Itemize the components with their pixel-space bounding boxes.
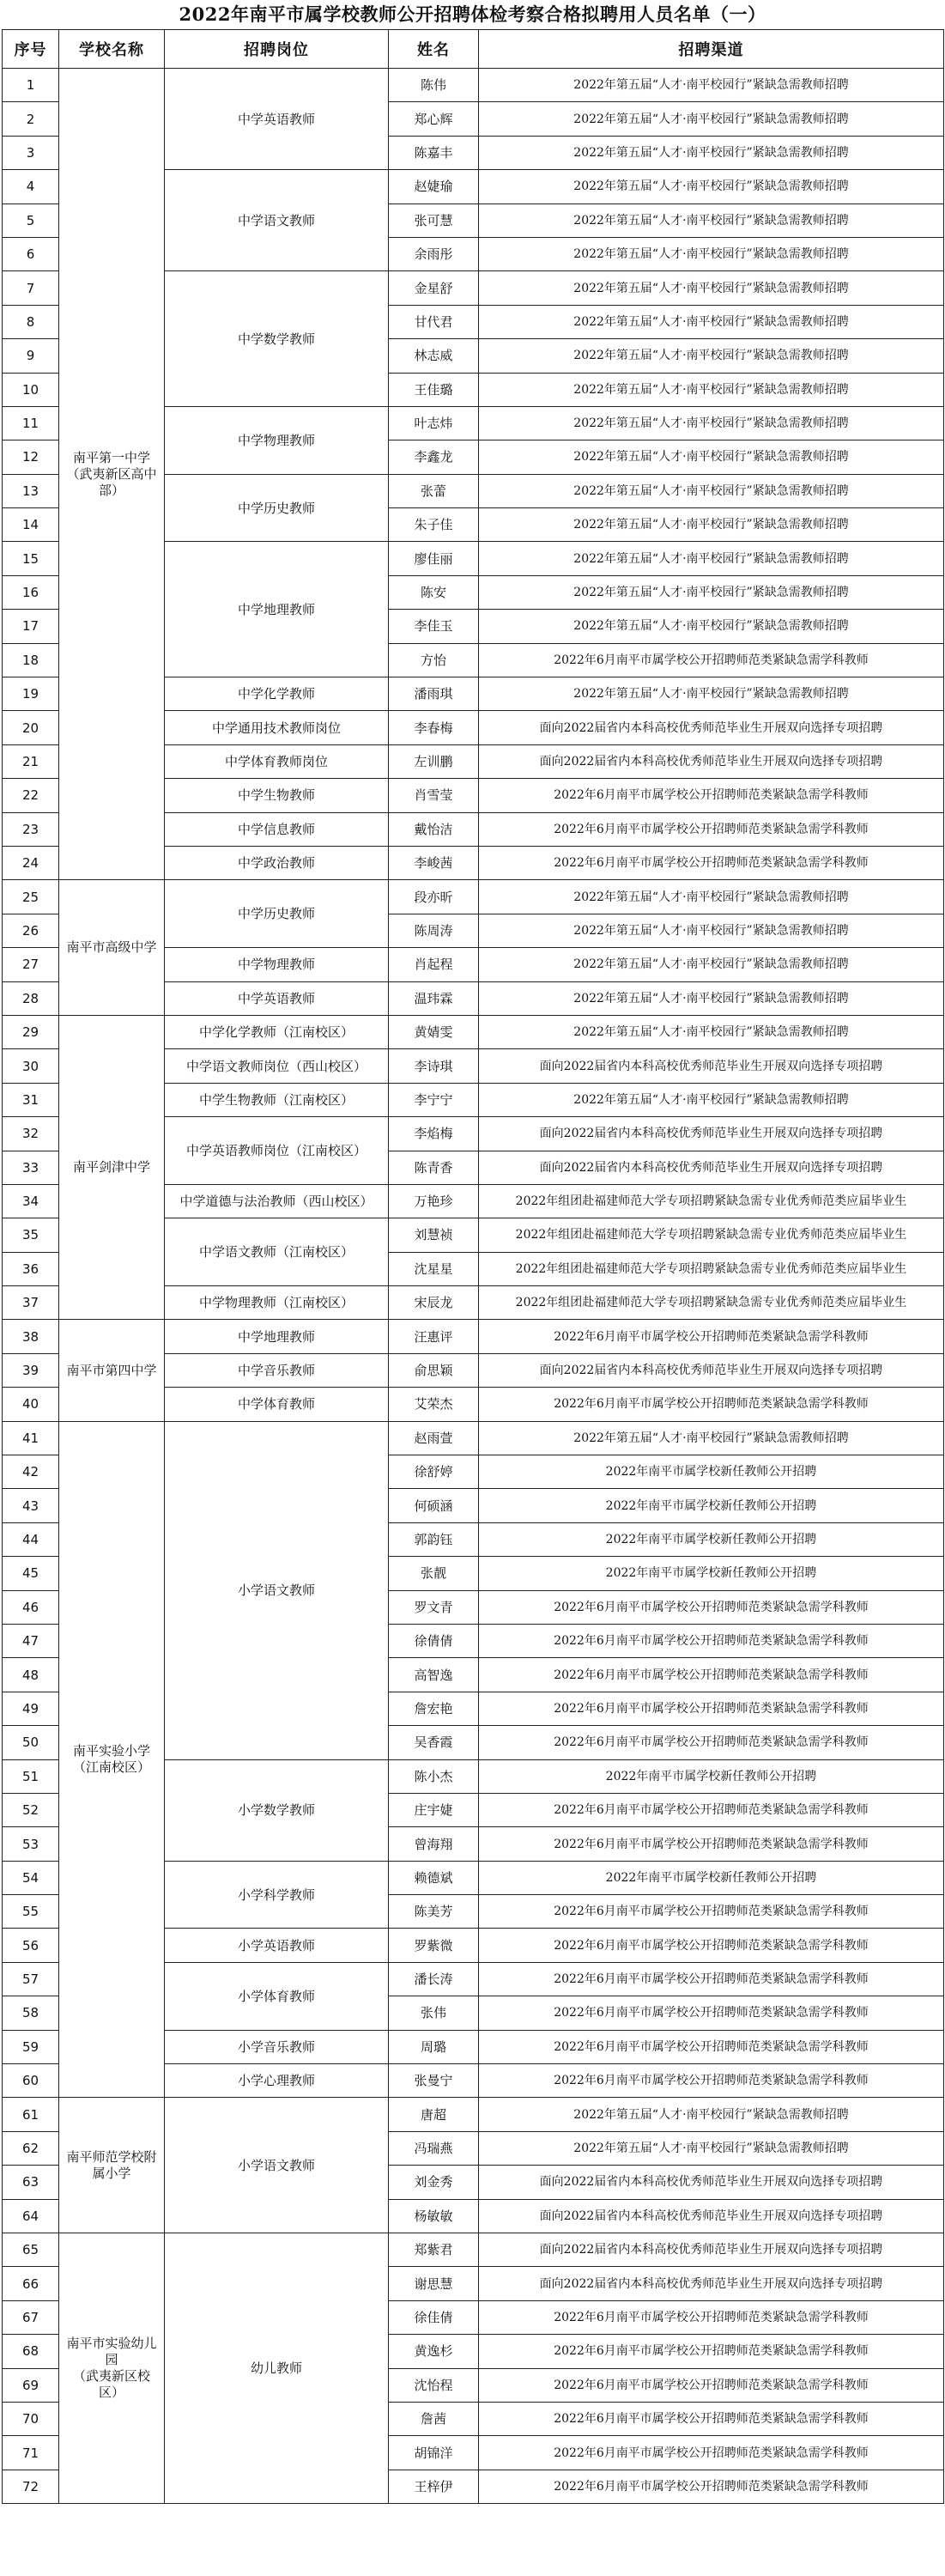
post-cell: 幼儿教师 [165, 2233, 389, 2504]
name-cell: 左训鹏 [389, 744, 479, 778]
name-cell: 甘代君 [389, 305, 479, 338]
seq-cell: 43 [3, 1489, 59, 1522]
name-cell: 林志威 [389, 339, 479, 373]
channel-cell: 面向2022届省内本科高校优秀师范毕业生开展双向选择专项招聘 [479, 2267, 944, 2300]
name-cell: 黄婧雯 [389, 1015, 479, 1048]
name-cell: 朱子佳 [389, 508, 479, 542]
post-cell: 中学体育教师 [165, 1388, 389, 1421]
name-cell: 汪惠评 [389, 1320, 479, 1353]
channel-cell: 2022年组团赴福建师范大学专项招聘紧缺急需专业优秀师范类应届毕业生 [479, 1218, 944, 1252]
post-cell: 中学英语教师 [165, 69, 389, 170]
channel-cell: 2022年南平市属学校新任教师公开招聘 [479, 1522, 944, 1556]
channel-cell: 2022年6月南平市属学校公开招聘师范类紧缺急需学科教师 [479, 1962, 944, 1996]
seq-cell: 12 [3, 440, 59, 474]
channel-cell: 面向2022届省内本科高校优秀师范毕业生开展双向选择专项招聘 [479, 2166, 944, 2199]
name-cell: 王梓伊 [389, 2470, 479, 2503]
seq-cell: 49 [3, 1692, 59, 1725]
channel-cell: 2022年6月南平市属学校公开招聘师范类紧缺急需学科教师 [479, 2470, 944, 2503]
seq-cell: 19 [3, 677, 59, 711]
school-cell: 南平剑津中学 [59, 1015, 165, 1320]
channel-cell: 2022年第五届“人才·南平校园行”紧缺急需教师招聘 [479, 440, 944, 474]
name-cell: 何硕涵 [389, 1489, 479, 1522]
document-title: 2022年南平市属学校教师公开招聘体检考察合格拟聘用人员名单（一） [179, 3, 766, 25]
seq-cell: 47 [3, 1624, 59, 1657]
table-row [3, 69, 944, 102]
name-cell: 刘慧祯 [389, 1218, 479, 1252]
table-row [3, 2233, 944, 2267]
channel-cell: 2022年第五届“人才·南平校园行”紧缺急需教师招聘 [479, 1083, 944, 1116]
seq-cell: 54 [3, 1861, 59, 1894]
seq-cell: 62 [3, 2131, 59, 2165]
name-cell: 吴香霞 [389, 1726, 479, 1759]
channel-cell: 2022年6月南平市属学校公开招聘师范类紧缺急需学科教师 [479, 2030, 944, 2063]
seq-cell: 59 [3, 2030, 59, 2063]
channel-cell: 面向2022届省内本科高校优秀师范毕业生开展双向选择专项招聘 [479, 744, 944, 778]
seq-cell: 1 [3, 69, 59, 102]
name-cell: 陈伟 [389, 69, 479, 102]
name-cell: 罗紫微 [389, 1929, 479, 1962]
name-cell: 赵雨萱 [389, 1421, 479, 1455]
channel-cell: 2022年6月南平市属学校公开招聘师范类紧缺急需学科教师 [479, 2402, 944, 2435]
seq-cell: 33 [3, 1151, 59, 1184]
school-cell: 南平市高级中学 [59, 880, 165, 1016]
seq-cell: 29 [3, 1015, 59, 1048]
seq-cell: 56 [3, 1929, 59, 1962]
channel-cell: 2022年第五届“人才·南平校园行”紧缺急需教师招聘 [479, 1421, 944, 1455]
seq-cell: 21 [3, 744, 59, 778]
seq-cell: 41 [3, 1421, 59, 1455]
channel-cell: 2022年南平市属学校新任教师公开招聘 [479, 1861, 944, 1894]
channel-cell: 2022年6月南平市属学校公开招聘师范类紧缺急需学科教师 [479, 2436, 944, 2470]
name-cell: 胡锦洋 [389, 2436, 479, 2470]
channel-cell: 2022年第五届“人才·南平校园行”紧缺急需教师招聘 [479, 1015, 944, 1048]
name-cell: 段亦昕 [389, 880, 479, 914]
channel-cell: 2022年第五届“人才·南平校园行”紧缺急需教师招聘 [479, 677, 944, 711]
name-cell: 陈安 [389, 575, 479, 609]
channel-cell: 2022年南平市属学校新任教师公开招聘 [479, 1455, 944, 1489]
name-cell: 刘金秀 [389, 2166, 479, 2199]
channel-cell: 2022年第五届“人才·南平校园行”紧缺急需教师招聘 [479, 880, 944, 914]
seq-cell: 23 [3, 812, 59, 846]
channel-cell: 2022年南平市属学校新任教师公开招聘 [479, 1759, 944, 1793]
channel-cell: 面向2022届省内本科高校优秀师范毕业生开展双向选择专项招聘 [479, 2199, 944, 2233]
post-cell: 中学物理教师（江南校区） [165, 1286, 389, 1320]
post-cell: 中学语文教师（江南校区） [165, 1218, 389, 1286]
name-cell: 李佳玉 [389, 610, 479, 643]
seq-cell: 2 [3, 102, 59, 136]
channel-cell: 2022年第五届“人才·南平校园行”紧缺急需教师招聘 [479, 305, 944, 338]
seq-cell: 64 [3, 2199, 59, 2233]
header-post: 招聘岗位 [165, 30, 389, 69]
name-cell: 戴怡洁 [389, 812, 479, 846]
name-cell: 俞思颖 [389, 1353, 479, 1387]
channel-cell: 2022年第五届“人才·南平校园行”紧缺急需教师招聘 [479, 136, 944, 169]
seq-cell: 30 [3, 1049, 59, 1083]
channel-cell: 2022年组团赴福建师范大学专项招聘紧缺急需专业优秀师范类应届毕业生 [479, 1286, 944, 1320]
header-name: 姓名 [389, 30, 479, 69]
channel-cell: 2022年6月南平市属学校公开招聘师范类紧缺急需学科教师 [479, 1895, 944, 1929]
name-cell: 陈小杰 [389, 1759, 479, 1793]
name-cell: 艾荣杰 [389, 1388, 479, 1421]
channel-cell: 2022年6月南平市属学校公开招聘师范类紧缺急需学科教师 [479, 1692, 944, 1725]
channel-cell: 面向2022届省内本科高校优秀师范毕业生开展双向选择专项招聘 [479, 1151, 944, 1184]
post-cell: 中学生物教师 [165, 779, 389, 812]
channel-cell: 2022年南平市属学校新任教师公开招聘 [479, 1489, 944, 1522]
seq-cell: 51 [3, 1759, 59, 1793]
seq-cell: 8 [3, 305, 59, 338]
post-cell: 小学英语教师 [165, 1929, 389, 1962]
seq-cell: 39 [3, 1353, 59, 1387]
channel-cell: 2022年第五届“人才·南平校园行”紧缺急需教师招聘 [479, 981, 944, 1015]
seq-cell: 46 [3, 1590, 59, 1624]
header-seq: 序号 [3, 30, 59, 69]
seq-cell: 68 [3, 2335, 59, 2368]
channel-cell: 面向2022届省内本科高校优秀师范毕业生开展双向选择专项招聘 [479, 1353, 944, 1387]
school-cell: 南平市第四中学 [59, 1320, 165, 1421]
name-cell: 余雨彤 [389, 237, 479, 270]
seq-cell: 35 [3, 1218, 59, 1252]
name-cell: 谢思慧 [389, 2267, 479, 2300]
name-cell: 徐舒婷 [389, 1455, 479, 1489]
seq-cell: 52 [3, 1793, 59, 1826]
post-cell: 中学化学教师 [165, 677, 389, 711]
name-cell: 杨敏敏 [389, 2199, 479, 2233]
name-cell: 李峻茜 [389, 846, 479, 879]
seq-cell: 25 [3, 880, 59, 914]
post-cell: 中学语文教师岗位（西山校区） [165, 1049, 389, 1083]
channel-cell: 面向2022届省内本科高校优秀师范毕业生开展双向选择专项招聘 [479, 2233, 944, 2267]
channel-cell: 2022年组团赴福建师范大学专项招聘紧缺急需专业优秀师范类应届毕业生 [479, 1184, 944, 1218]
name-cell: 詹茜 [389, 2402, 479, 2435]
header-channel: 招聘渠道 [479, 30, 944, 69]
post-cell: 中学物理教师 [165, 948, 389, 981]
seq-cell: 61 [3, 2098, 59, 2131]
name-cell: 郑心辉 [389, 102, 479, 136]
name-cell: 肖雪莹 [389, 779, 479, 812]
seq-cell: 24 [3, 846, 59, 879]
name-cell: 张可慧 [389, 204, 479, 237]
seq-cell: 28 [3, 981, 59, 1015]
seq-cell: 44 [3, 1522, 59, 1556]
seq-cell: 36 [3, 1252, 59, 1285]
school-cell: 南平市实验幼儿 园 （武夷新区校 区） [59, 2233, 165, 2504]
post-cell: 中学英语教师 [165, 981, 389, 1015]
name-cell: 金星舒 [389, 271, 479, 305]
channel-cell: 面向2022届省内本科高校优秀师范毕业生开展双向选择专项招聘 [479, 1117, 944, 1151]
channel-cell: 2022年6月南平市属学校公开招聘师范类紧缺急需学科教师 [479, 1624, 944, 1657]
channel-cell: 2022年第五届“人才·南平校园行”紧缺急需教师招聘 [479, 204, 944, 237]
seq-cell: 55 [3, 1895, 59, 1929]
post-cell: 中学数学教师 [165, 271, 389, 407]
seq-cell: 70 [3, 2402, 59, 2435]
name-cell: 李焰梅 [389, 1117, 479, 1151]
channel-cell: 2022年第五届“人才·南平校园行”紧缺急需教师招聘 [479, 373, 944, 406]
seq-cell: 53 [3, 1827, 59, 1861]
post-cell: 中学通用技术教师岗位 [165, 711, 389, 744]
seq-cell: 11 [3, 406, 59, 440]
table-row [3, 1421, 944, 1455]
header-row [3, 30, 944, 69]
post-cell: 小学科学教师 [165, 1861, 389, 1929]
channel-cell: 2022年6月南平市属学校公开招聘师范类紧缺急需学科教师 [479, 812, 944, 846]
seq-cell: 15 [3, 542, 59, 575]
name-cell: 黄逸杉 [389, 2335, 479, 2368]
table-row [3, 2098, 944, 2131]
seq-cell: 7 [3, 271, 59, 305]
roster-table [2, 29, 944, 2504]
name-cell: 冯瑞燕 [389, 2131, 479, 2165]
channel-cell: 2022年第五届“人才·南平校园行”紧缺急需教师招聘 [479, 575, 944, 609]
table-row [3, 1320, 944, 1353]
seq-cell: 57 [3, 1962, 59, 1996]
post-cell: 中学音乐教师 [165, 1353, 389, 1387]
seq-cell: 32 [3, 1117, 59, 1151]
post-cell: 中学历史教师 [165, 474, 389, 542]
table-row [3, 880, 944, 914]
post-cell: 小学音乐教师 [165, 2030, 389, 2063]
seq-cell: 9 [3, 339, 59, 373]
name-cell: 李诗琪 [389, 1049, 479, 1083]
name-cell: 张曼宁 [389, 2064, 479, 2098]
channel-cell: 2022年6月南平市属学校公开招聘师范类紧缺急需学科教师 [479, 2064, 944, 2098]
seq-cell: 72 [3, 2470, 59, 2503]
channel-cell: 2022年第五届“人才·南平校园行”紧缺急需教师招聘 [479, 2098, 944, 2131]
seq-cell: 60 [3, 2064, 59, 2098]
channel-cell: 2022年第五届“人才·南平校园行”紧缺急需教师招聘 [479, 271, 944, 305]
channel-cell: 2022年6月南平市属学校公开招聘师范类紧缺急需学科教师 [479, 846, 944, 879]
channel-cell: 2022年6月南平市属学校公开招聘师范类紧缺急需学科教师 [479, 1793, 944, 1826]
header-school: 学校名称 [59, 30, 165, 69]
name-cell: 沈怡程 [389, 2368, 479, 2402]
seq-cell: 40 [3, 1388, 59, 1421]
table-row [3, 1015, 944, 1048]
seq-cell: 58 [3, 1996, 59, 2030]
post-cell: 中学政治教师 [165, 846, 389, 879]
name-cell: 陈周涛 [389, 914, 479, 947]
seq-cell: 63 [3, 2166, 59, 2199]
post-cell: 中学信息教师 [165, 812, 389, 846]
channel-cell: 面向2022届省内本科高校优秀师范毕业生开展双向选择专项招聘 [479, 1049, 944, 1083]
post-cell: 小学语文教师 [165, 2098, 389, 2233]
name-cell: 廖佳丽 [389, 542, 479, 575]
channel-cell: 2022年第五届“人才·南平校园行”紧缺急需教师招聘 [479, 102, 944, 136]
channel-cell: 2022年6月南平市属学校公开招聘师范类紧缺急需学科教师 [479, 1827, 944, 1861]
post-cell: 中学物理教师 [165, 406, 389, 474]
post-cell: 小学数学教师 [165, 1759, 389, 1861]
post-cell: 小学体育教师 [165, 1962, 389, 2030]
post-cell: 中学道德与法治教师（西山校区） [165, 1184, 389, 1218]
name-cell: 庄宇婕 [389, 1793, 479, 1826]
name-cell: 郭韵钰 [389, 1522, 479, 1556]
seq-cell: 27 [3, 948, 59, 981]
roster-body [3, 69, 944, 2504]
name-cell: 王佳璐 [389, 373, 479, 406]
post-cell: 中学历史教师 [165, 880, 389, 948]
name-cell: 李宁宁 [389, 1083, 479, 1116]
post-cell: 中学地理教师 [165, 1320, 389, 1353]
name-cell: 李鑫龙 [389, 440, 479, 474]
channel-cell: 2022年南平市属学校新任教师公开招聘 [479, 1557, 944, 1590]
name-cell: 曾海翔 [389, 1827, 479, 1861]
seq-cell: 38 [3, 1320, 59, 1353]
seq-cell: 10 [3, 373, 59, 406]
name-cell: 叶志炜 [389, 406, 479, 440]
seq-cell: 37 [3, 1286, 59, 1320]
seq-cell: 45 [3, 1557, 59, 1590]
name-cell: 张伟 [389, 1996, 479, 2030]
seq-cell: 31 [3, 1083, 59, 1116]
post-cell: 中学生物教师（江南校区） [165, 1083, 389, 1116]
name-cell: 唐超 [389, 2098, 479, 2131]
channel-cell: 2022年6月南平市属学校公开招聘师范类紧缺急需学科教师 [479, 2368, 944, 2402]
post-cell: 中学语文教师 [165, 170, 389, 271]
channel-cell: 2022年第五届“人才·南平校园行”紧缺急需教师招聘 [479, 542, 944, 575]
channel-cell: 2022年6月南平市属学校公开招聘师范类紧缺急需学科教师 [479, 1726, 944, 1759]
seq-cell: 71 [3, 2436, 59, 2470]
seq-cell: 42 [3, 1455, 59, 1489]
seq-cell: 20 [3, 711, 59, 744]
channel-cell: 2022年6月南平市属学校公开招聘师范类紧缺急需学科教师 [479, 1590, 944, 1624]
school-cell: 南平实验小学 （江南校区） [59, 1421, 165, 2098]
name-cell: 郑紫君 [389, 2233, 479, 2267]
seq-cell: 26 [3, 914, 59, 947]
name-cell: 宋辰龙 [389, 1286, 479, 1320]
seq-cell: 6 [3, 237, 59, 270]
name-cell: 李春梅 [389, 711, 479, 744]
seq-cell: 50 [3, 1726, 59, 1759]
name-cell: 陈青香 [389, 1151, 479, 1184]
school-cell: 南平师范学校附 属小学 [59, 2098, 165, 2233]
post-cell: 中学英语教师岗位（江南校区） [165, 1117, 389, 1185]
channel-cell: 2022年第五届“人才·南平校园行”紧缺急需教师招聘 [479, 406, 944, 440]
channel-cell: 2022年第五届“人才·南平校园行”紧缺急需教师招聘 [479, 237, 944, 270]
channel-cell: 2022年6月南平市属学校公开招聘师范类紧缺急需学科教师 [479, 2300, 944, 2334]
name-cell: 方怡 [389, 643, 479, 677]
name-cell: 高智逸 [389, 1658, 479, 1692]
name-cell: 万艳珍 [389, 1184, 479, 1218]
name-cell: 陈嘉丰 [389, 136, 479, 169]
post-cell: 中学化学教师（江南校区） [165, 1015, 389, 1048]
name-cell: 陈美芳 [389, 1895, 479, 1929]
seq-cell: 18 [3, 643, 59, 677]
channel-cell: 2022年6月南平市属学校公开招聘师范类紧缺急需学科教师 [479, 1996, 944, 2030]
name-cell: 詹宏艳 [389, 1692, 479, 1725]
channel-cell: 2022年6月南平市属学校公开招聘师范类紧缺急需学科教师 [479, 1658, 944, 1692]
name-cell: 张靓 [389, 1557, 479, 1590]
seq-cell: 48 [3, 1658, 59, 1692]
seq-cell: 22 [3, 779, 59, 812]
name-cell: 潘雨琪 [389, 677, 479, 711]
seq-cell: 17 [3, 610, 59, 643]
channel-cell: 2022年第五届“人才·南平校园行”紧缺急需教师招聘 [479, 339, 944, 373]
channel-cell: 2022年组团赴福建师范大学专项招聘紧缺急需专业优秀师范类应届毕业生 [479, 1252, 944, 1285]
channel-cell: 2022年6月南平市属学校公开招聘师范类紧缺急需学科教师 [479, 779, 944, 812]
channel-cell: 2022年6月南平市属学校公开招聘师范类紧缺急需学科教师 [479, 1320, 944, 1353]
channel-cell: 2022年6月南平市属学校公开招聘师范类紧缺急需学科教师 [479, 1929, 944, 1962]
seq-cell: 65 [3, 2233, 59, 2267]
name-cell: 罗文青 [389, 1590, 479, 1624]
channel-cell: 面向2022届省内本科高校优秀师范毕业生开展双向选择专项招聘 [479, 711, 944, 744]
channel-cell: 2022年6月南平市属学校公开招聘师范类紧缺急需学科教师 [479, 2335, 944, 2368]
name-cell: 赖德斌 [389, 1861, 479, 1894]
channel-cell: 2022年第五届“人才·南平校园行”紧缺急需教师招聘 [479, 914, 944, 947]
seq-cell: 16 [3, 575, 59, 609]
channel-cell: 2022年第五届“人才·南平校园行”紧缺急需教师招聘 [479, 508, 944, 542]
seq-cell: 5 [3, 204, 59, 237]
name-cell: 赵婕瑜 [389, 170, 479, 204]
seq-cell: 66 [3, 2267, 59, 2300]
post-cell: 小学语文教师 [165, 1421, 389, 1759]
school-cell: 南平第一中学 （武夷新区高中 部） [59, 69, 165, 880]
seq-cell: 4 [3, 170, 59, 204]
seq-cell: 69 [3, 2368, 59, 2402]
seq-cell: 67 [3, 2300, 59, 2334]
seq-cell: 3 [3, 136, 59, 169]
name-cell: 周璐 [389, 2030, 479, 2063]
channel-cell: 2022年第五届“人才·南平校园行”紧缺急需教师招聘 [479, 948, 944, 981]
name-cell: 温玮霖 [389, 981, 479, 1015]
post-cell: 中学地理教师 [165, 542, 389, 677]
name-cell: 徐倩倩 [389, 1624, 479, 1657]
channel-cell: 2022年第五届“人才·南平校园行”紧缺急需教师招聘 [479, 610, 944, 643]
name-cell: 张蕾 [389, 474, 479, 507]
channel-cell: 2022年第五届“人才·南平校园行”紧缺急需教师招聘 [479, 2131, 944, 2165]
seq-cell: 14 [3, 508, 59, 542]
channel-cell: 2022年6月南平市属学校公开招聘师范类紧缺急需学科教师 [479, 643, 944, 677]
name-cell: 肖起程 [389, 948, 479, 981]
name-cell: 潘长涛 [389, 1962, 479, 1996]
channel-cell: 2022年第五届“人才·南平校园行”紧缺急需教师招聘 [479, 474, 944, 507]
seq-cell: 13 [3, 474, 59, 507]
channel-cell: 2022年6月南平市属学校公开招聘师范类紧缺急需学科教师 [479, 1388, 944, 1421]
channel-cell: 2022年第五届“人才·南平校园行”紧缺急需教师招聘 [479, 69, 944, 102]
seq-cell: 34 [3, 1184, 59, 1218]
name-cell: 沈星星 [389, 1252, 479, 1285]
channel-cell: 2022年第五届“人才·南平校园行”紧缺急需教师招聘 [479, 170, 944, 204]
post-cell: 小学心理教师 [165, 2064, 389, 2098]
name-cell: 徐佳倩 [389, 2300, 479, 2334]
post-cell: 中学体育教师岗位 [165, 744, 389, 778]
